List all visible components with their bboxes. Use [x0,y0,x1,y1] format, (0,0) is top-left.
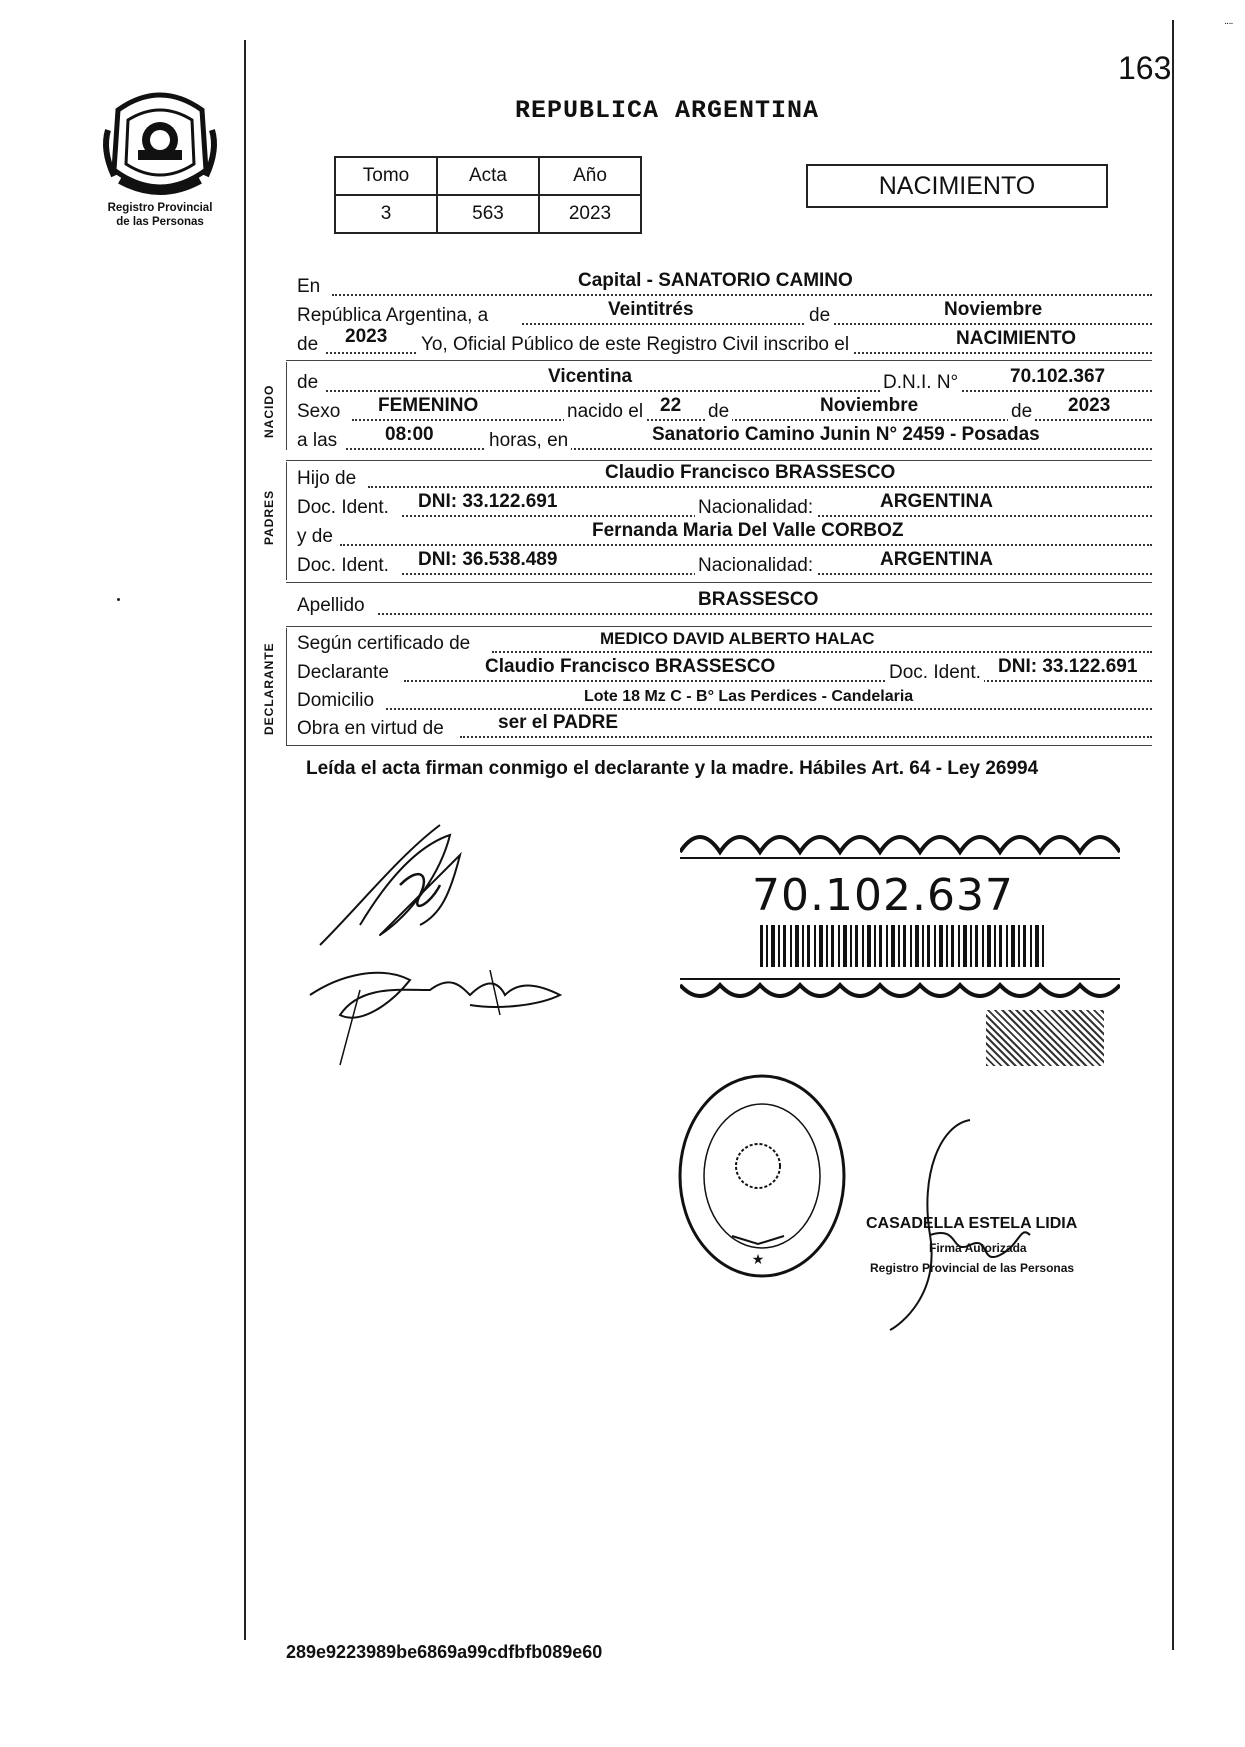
official-name: CASADELLA ESTELA LIDIA [866,1215,1078,1232]
label-nacido-el: nacido el [564,401,646,423]
label-hijo-de: Hijo de [297,468,357,489]
year-value: 2023 [345,326,388,347]
surname-value: BRASSESCO [698,589,819,610]
mother-nationality-value: ARGENTINA [880,549,993,570]
label-de: de [806,305,833,327]
label-obra: Obra en virtud de [297,718,444,739]
registry-caption-line1: Registro Provincial [107,202,213,214]
section-divider [286,360,1152,361]
label-doc-mother: Doc. Ident. [297,555,389,576]
birth-month-value: Noviembre [820,395,919,416]
birth-year-value: 2023 [1068,395,1111,416]
reason-value: ser el PADRE [498,712,619,733]
label-inscribo: Yo, Oficial Público de este Registro Civil inscribo el [418,334,852,356]
table-value-tomo: 3 [335,195,437,233]
label-nacionalidad-mother: Nacionalidad: [695,555,816,577]
dotted-line [378,613,1152,615]
security-pattern-top [680,822,1120,862]
security-hologram [986,1010,1104,1066]
official-office: Registro Provincial de las Personas [870,1261,1075,1275]
declarant-name-value: Claudio Francisco BRASSESCO [485,656,776,677]
official-oval-seal [672,1066,852,1286]
label-declarante: Declarante [297,662,389,683]
label-de-name: de [297,372,319,393]
dotted-line [340,544,1152,546]
father-name-value: Claudio Francisco BRASSESCO [605,462,896,483]
document-hash: 289e9223989be6869a99cdfbfb089e60 [286,1642,603,1662]
dotted-line [492,651,1152,653]
label-domicilio: Domicilio [297,690,375,711]
month-value: Noviembre [944,299,1043,320]
side-label-nacido: NACIDO [262,384,276,438]
dotted-line [332,294,1152,296]
province-seal-logo [98,80,222,204]
act-type-value: NACIMIENTO [956,328,1076,349]
dotted-line [368,486,1152,488]
dotted-line [326,390,1152,392]
table-value-ano: 2023 [539,195,641,233]
table-header-tomo: Tomo [335,157,437,195]
section-divider [286,626,1152,627]
registry-caption-line2: de las Personas [116,216,204,228]
label-de-year: de [297,334,319,355]
dotted-line [522,323,1152,325]
label-nacionalidad-father: Nacionalidad: [695,497,816,519]
right-margin-line [1172,20,1174,1650]
section-bracket-declarante [286,628,287,746]
mother-doc-value: DNI: 36.538.489 [418,549,558,570]
address-value: Lote 18 Mz C - B° Las Perdices - Candelaria [584,688,914,705]
label-certificado: Según certificado de [297,633,471,654]
label-sexo: Sexo [297,401,341,422]
dotted-line [460,736,1152,738]
official-role: Firma Autorizada [929,1241,1027,1255]
document-type-box: NACIMIENTO [806,164,1108,208]
birth-place-value: Sanatorio Camino Junin N° 2459 - Posadas [652,424,1040,445]
birth-day-value: 22 [660,395,682,416]
closing-statement: Leída el acta firman conmigo el declarante y la madre. Hábiles Art. 64 - Ley 26994 [306,758,1039,779]
security-pattern-bottom [680,975,1120,1007]
left-margin-line [244,40,246,1640]
stamp-id-number: 70.102.637 [752,870,1014,921]
mother-name-value: Fernanda Maria Del Valle CORBOZ [592,520,904,541]
father-nationality-value: ARGENTINA [880,491,993,512]
country-title: REPUBLICA ARGENTINA [515,96,820,125]
child-name-value: Vicentina [548,366,633,387]
label-apellido: Apellido [297,595,365,616]
margin-dot [117,598,120,601]
label-en: En [297,276,321,297]
sex-value: FEMENINO [378,395,479,416]
label-doc-father: Doc. Ident. [297,497,389,518]
side-label-declarante: DECLARANTE [262,642,276,735]
section-divider [286,460,1152,461]
label-y-de: y de [297,526,333,547]
day-words-value: Veintitrés [608,299,694,320]
dotted-line [404,680,1152,682]
section-divider [286,582,1152,583]
section-bracket-padres [286,462,287,580]
label-de-month: de [705,401,732,423]
label-republica: República Argentina, a [297,305,489,326]
label-a-las: a las [297,430,338,451]
child-dni-value: 70.102.367 [1010,366,1106,387]
svg-text:★: ★ [751,1252,765,1268]
label-horas: horas, en [486,430,571,452]
label-dni: D.N.I. N° [880,372,961,394]
registry-caption [90,201,230,229]
table-header-acta: Acta [437,157,539,195]
signatures-illustration [300,815,590,1075]
page-number: 163 [1118,50,1172,86]
section-divider [286,745,1152,746]
table-value-acta: 563 [437,195,539,233]
label-de-birth-year: de [1008,401,1035,423]
place-value: Capital - SANATORIO CAMINO [578,270,853,291]
label-doc-declarante: Doc. Ident. [886,662,984,684]
margin-mark: ⁞ [1222,22,1233,25]
father-doc-value: DNI: 33.122.691 [418,491,558,512]
side-label-padres: PADRES [262,489,276,545]
table-header-ano: Año [539,157,641,195]
barcode [760,925,1100,967]
section-bracket-nacido [286,362,287,450]
declarant-doc-value: DNI: 33.122.691 [998,656,1138,677]
birth-time-value: 08:00 [385,424,434,445]
dotted-line [346,448,1152,450]
dotted-line [386,708,1152,710]
certificate-value: MEDICO DAVID ALBERTO HALAC [600,629,875,648]
register-table [334,156,642,234]
